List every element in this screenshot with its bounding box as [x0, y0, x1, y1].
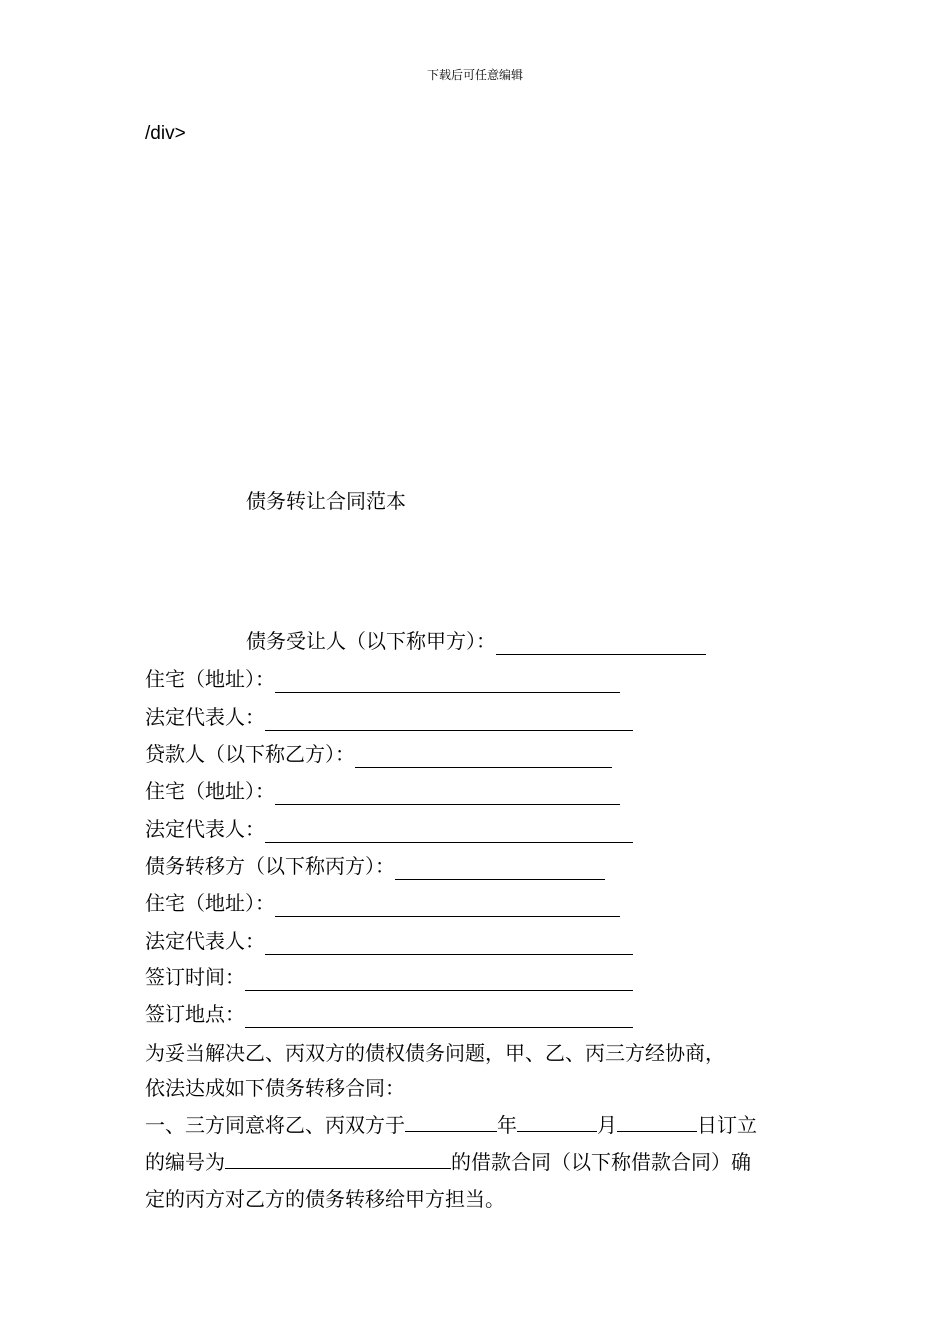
field-signing-place [145, 1000, 633, 1028]
page-header-note: 下载后可任意编辑 [426, 68, 523, 82]
intro-line-2: 依法达成如下债务转移合同： [145, 1076, 405, 1100]
fill-in-blank-day [617, 1111, 697, 1132]
clause-text: 的编号为 [145, 1150, 225, 1174]
fill-in-blank [265, 822, 633, 843]
field-party-b [145, 740, 612, 768]
field-label: 签订地点： [145, 1002, 245, 1026]
field-party-b-representative [145, 815, 633, 843]
fill-in-blank [275, 672, 620, 693]
field-label: 住宅（地址）： [145, 891, 275, 915]
field-signing-time [145, 963, 633, 991]
field-label: 贷款人（以下称乙方）： [145, 742, 355, 766]
fill-in-blank [245, 970, 633, 991]
field-party-c-address [145, 889, 620, 917]
clause-text: 一、三方同意将乙、丙双方于 [145, 1113, 405, 1137]
field-party-a [246, 627, 706, 655]
intro-line-1: 为妥当解决乙、丙双方的债权债务问题，甲、乙、丙三方经协商， [145, 1041, 725, 1065]
field-label: 法定代表人： [145, 705, 265, 729]
field-label: 住宅（地址）： [145, 779, 275, 803]
fill-in-blank [275, 896, 620, 917]
clause-text: 的借款合同（以下称借款合同）确 [451, 1150, 751, 1174]
fill-in-blank [275, 784, 620, 805]
clause-text: 年 [497, 1113, 517, 1137]
clause-1-line-2 [145, 1148, 751, 1176]
fill-in-blank-year [405, 1111, 497, 1132]
field-party-a-address [145, 665, 620, 693]
fill-in-blank-contract-number [225, 1148, 451, 1169]
fill-in-blank-month [517, 1111, 597, 1132]
field-label: 法定代表人： [145, 929, 265, 953]
field-label: 住宅（地址）： [145, 667, 275, 691]
field-party-c [145, 852, 605, 880]
fill-in-blank [355, 747, 612, 768]
field-party-a-representative [145, 703, 633, 731]
clause-text: 月 [597, 1113, 617, 1137]
clause-1-line-1 [145, 1111, 757, 1139]
field-label: 债务受让人（以下称甲方）： [246, 629, 496, 653]
clause-1-line-3: 定的丙方对乙方的债务转移给甲方担当。 [145, 1187, 505, 1211]
fill-in-blank [496, 634, 706, 655]
fill-in-blank [245, 1007, 633, 1028]
clause-text: 日订立 [697, 1113, 757, 1137]
stray-markup-text: /div> [145, 123, 186, 144]
fill-in-blank [265, 710, 633, 731]
fill-in-blank [265, 934, 633, 955]
fill-in-blank [395, 859, 605, 880]
field-party-b-address [145, 777, 620, 805]
field-label: 债务转移方（以下称丙方）： [145, 854, 395, 878]
field-party-c-representative [145, 927, 633, 955]
field-label: 法定代表人： [145, 817, 265, 841]
field-label: 签订时间： [145, 965, 245, 989]
document-title: 债务转让合同范本 [246, 489, 406, 513]
